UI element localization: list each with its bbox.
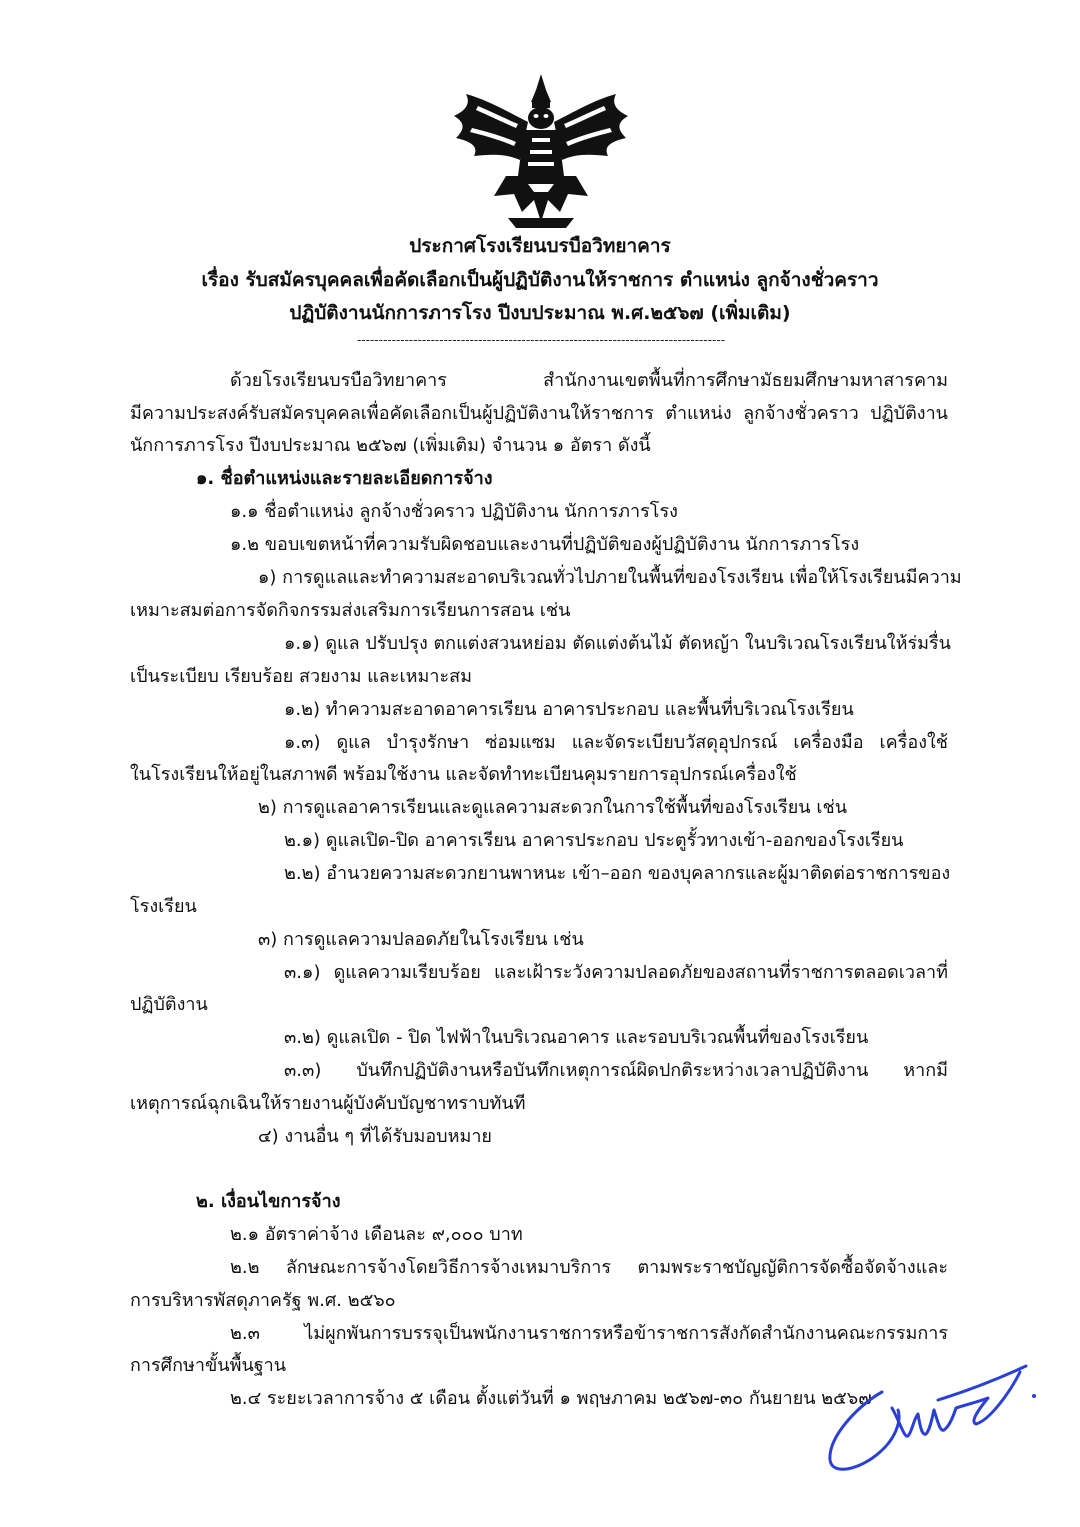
handwritten-signature-icon [820,1352,1050,1482]
duty-3-3-line-b: เหตุการณ์ฉุกเฉินให้รายงานผู้บังคับบัญชาทราบทันที [130,1093,526,1114]
duty-2-2-line-a: ๒.๒) อำนวยความสะดวกยานพาหนะ เข้า–ออก ของบุคลากรและผู้มาติดต่อราชการของ [284,863,951,884]
duty-1-3-line-b: ในโรงเรียนให้อยู่ในสภาพดี พร้อมใช้งาน และจัดทำทะเบียนคุมรายการอุปกรณ์เครื่องใช้ [130,764,797,785]
duty-1-line-b: เหมาะสมต่อการจัดกิจกรรมส่งเสริมการเรียนการสอน เช่น [130,600,571,621]
section-2-3-line-b: การศึกษาขั้นพื้นฐาน [130,1355,287,1376]
duty-2: ๒) การดูแลอาคารเรียนและดูแลความสะดวกในการใช้พื้นที่ของโรงเรียน เช่น [258,797,848,818]
intro-line-1: ด้วยโรงเรียนบรบือวิทยาคาร สำนักงานเขตพื้นที่การศึกษามัธยมศึกษามหาสารคาม [230,370,948,391]
duty-1-2: ๑.๒) ทำความสะอาดอาคารเรียน อาคารประกอบ และพื้นที่บริเวณโรงเรียน [284,699,854,720]
duty-3-1-line-b: ปฏิบัติงาน [130,994,208,1015]
section-2-heading: ๒. เงื่อนไขการจ้าง [196,1191,341,1212]
duty-2-2-line-b: โรงเรียน [130,896,197,917]
announcement-title: ประกาศโรงเรียนบรบือวิทยาคาร [409,235,671,257]
intro-line-2: มีความประสงค์รับสมัครบุคคลเพื่อคัดเลือกเป็นผู้ปฏิบัติงานให้ราชการ ตำแหน่ง ลูกจ้างชั่วคราว ปฏิบัติงาน [130,403,948,424]
announcement-subject-line-2: ปฏิบัติงานนักการภารโรง ปีงบประมาณ พ.ศ.๒๕๖๗ (เพิ่มเติม) [289,302,791,324]
section-1-1: ๑.๑ ชื่อตำแหน่ง ลูกจ้างชั่วคราว ปฏิบัติงาน นักการภารโรง [230,501,678,522]
garuda-emblem-icon [448,72,634,230]
duty-1-1-line-a: ๑.๑) ดูแล ปรับปรุง ตกแต่งสวนหย่อม ตัดแต่งต้นไม้ ตัดหญ้า ในบริเวณโรงเรียนให้ร่มรื่น [284,633,951,654]
section-1-2: ๑.๒ ขอบเขตหน้าที่ความรับผิดชอบและงานที่ปฏิบัติของผู้ปฏิบัติงาน นักการภารโรง [230,534,860,555]
section-1-heading: ๑. ชื่อตำแหน่งและรายละเอียดการจ้าง [196,468,493,489]
duty-1-3-line-a: ๑.๓) ดูแล บำรุงรักษา ซ่อมแซม และจัดระเบียบวัสดุอุปกรณ์ เครื่องมือ เครื่องใช้ [284,732,948,753]
announcement-subject-line-1: เรื่อง รับสมัครบุคคลเพื่อคัดเลือกเป็นผู้ปฏิบัติงานให้ราชการ ตำแหน่ง ลูกจ้างชั่วคราว [201,269,879,291]
section-2-1: ๒.๑ อัตราค่าจ้าง เดือนละ ๙,๐๐๐ บาท [230,1224,523,1245]
duty-3-2: ๓.๒) ดูแลเปิด - ปิด ไฟฟ้าในบริเวณอาคาร และรอบบริเวณพื้นที่ของโรงเรียน [284,1027,869,1048]
header-separator: ------------------------------------------------------------------------------------- [356,333,726,347]
section-2-4: ๒.๔ ระยะเวลาการจ้าง ๕ เดือน ตั้งแต่วันที่ ๑ พฤษภาคม ๒๕๖๗-๓๐ กันยายน ๒๕๖๗ [230,1388,872,1409]
section-2-2-line-a: ๒.๒ ลักษณะการจ้างโดยวิธีการจ้างเหมาบริการ ตามพระราชบัญญัติการจัดซื้อจัดจ้างและ [230,1257,948,1278]
duty-3-3-line-a: ๓.๓) บันทึกปฏิบัติงานหรือบันทึกเหตุการณ์ผิดปกติระหว่างเวลาปฏิบัติงาน หากมี [284,1060,948,1081]
intro-line-3: นักการภารโรง ปีงบประมาณ ๒๕๖๗ (เพิ่มเติม) จำนวน ๑ อัตรา ดังนี้ [130,435,651,456]
duty-4: ๔) งานอื่น ๆ ที่ได้รับมอบหมาย [258,1126,492,1147]
duty-1-1-line-b: เป็นระเบียบ เรียบร้อย สวยงาม และเหมาะสม [130,666,472,687]
duty-3: ๓) การดูแลความปลอดภัยในโรงเรียน เช่น [258,929,584,950]
duty-1-line-a: ๑) การดูแลและทำความสะอาดบริเวณทั่วไปภายในพื้นที่ของโรงเรียน เพื่อให้โรงเรียนมีความ [258,567,962,588]
duty-2-1: ๒.๑) ดูแลเปิด-ปิด อาคารเรียน อาคารประกอบ ประตูรั้วทางเข้า-ออกของโรงเรียน [284,830,904,851]
duty-3-1-line-a: ๓.๑) ดูแลความเรียบร้อย และเฝ้าระวังความปลอดภัยของสถานที่ราชการตลอดเวลาที่ [284,962,948,983]
section-2-3-line-a: ๒.๓ ไม่ผูกพันการบรรจุเป็นพนักงานราชการหรือข้าราชการสังกัดสำนักงานคณะกรรมการ [230,1323,948,1344]
section-2-2-line-b: การบริหารพัสดุภาครัฐ พ.ศ. ๒๕๖๐ [130,1290,396,1311]
